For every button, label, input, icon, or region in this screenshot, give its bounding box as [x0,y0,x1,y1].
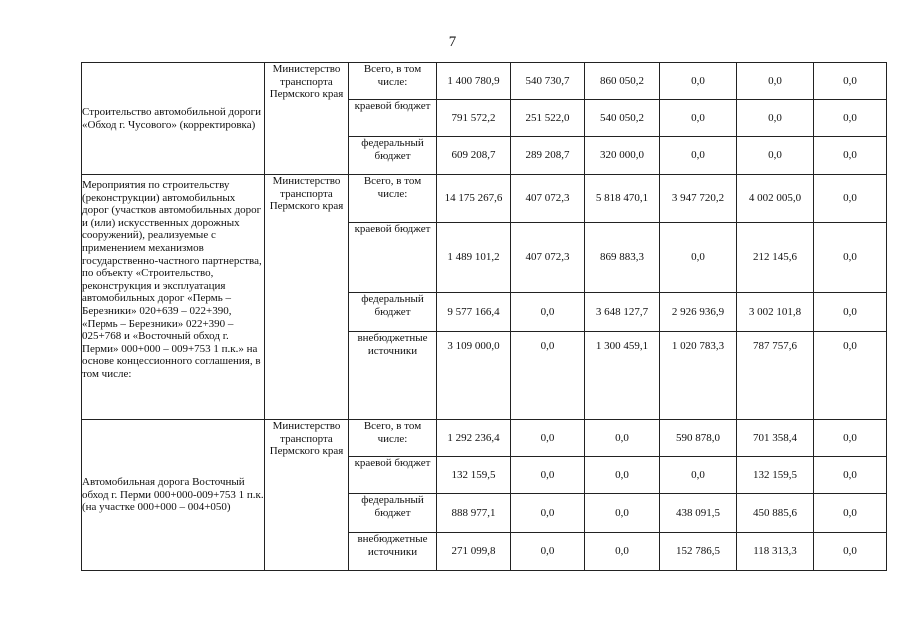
page-number: 7 [448,34,457,50]
amount-cell: 3 947 720,2 [660,175,737,223]
amount-cell: 4 002 005,0 [737,175,814,223]
amount-cell: 0,0 [814,175,887,223]
amount-cell: 0,0 [660,223,737,293]
amount-cell: 212 145,6 [737,223,814,293]
amount-cell: 701 358,4 [737,420,814,457]
amount-cell: 251 522,0 [511,100,585,137]
amount-cell: 0,0 [660,457,737,494]
amount-cell: 787 757,6 [737,332,814,420]
amount-cell: 0,0 [814,223,887,293]
amount-cell: 540 730,7 [511,63,585,100]
amount-cell: 0,0 [511,293,585,332]
funding-source: краевой бюджет [349,223,437,293]
amount-cell: 1 489 101,2 [437,223,511,293]
amount-cell: 0,0 [814,137,887,175]
amount-cell: 0,0 [660,100,737,137]
amount-cell: 791 572,2 [437,100,511,137]
project-description: Автомобильная дорога Восточный обход г. Перми 000+000-009+753 1 п.к. (на участке 000+000 – 004+050) [82,420,265,571]
amount-cell: 2 926 936,9 [660,293,737,332]
amount-cell: 5 818 470,1 [585,175,660,223]
amount-cell: 320 000,0 [585,137,660,175]
funding-source: федеральный бюджет [349,494,437,533]
amount-cell: 0,0 [814,420,887,457]
amount-cell: 0,0 [511,332,585,420]
project-description: Мероприятия по строительству (реконструкции) автомобильных дорог (участков автомобильных дорог и (или) искусственных дорожных сооружений), реализуемые с применением механизмов государственно-частного партнерства, по объекту «Строительство, реконструкция и эксплуатация автомобильных дорог «Пермь – Березники» 020+639 – 022+390, «Пермь – Березники» 022+390 – 025+768 и «Восточный обход г. Перми» 000+000 – 009+753 1 п.к.» на основе концессионного соглашения, в том числе: [82,175,265,420]
funding-source: краевой бюджет [349,457,437,494]
amount-cell: 0,0 [737,137,814,175]
agency-cell: Министерство транспорта Пермского края [265,63,349,175]
amount-cell: 9 577 166,4 [437,293,511,332]
amount-cell: 132 159,5 [737,457,814,494]
table-row [82,63,887,100]
amount-cell: 3 109 000,0 [437,332,511,420]
amount-cell: 0,0 [814,494,887,533]
amount-cell: 289 208,7 [511,137,585,175]
amount-cell: 407 072,3 [511,223,585,293]
amount-cell: 0,0 [814,457,887,494]
amount-cell: 14 175 267,6 [437,175,511,223]
amount-cell: 869 883,3 [585,223,660,293]
amount-cell: 0,0 [585,420,660,457]
amount-cell: 0,0 [737,100,814,137]
amount-cell: 0,0 [660,63,737,100]
amount-cell: 0,0 [585,457,660,494]
funding-source: Всего, в том числе: [349,420,437,457]
table-row [82,175,887,223]
amount-cell: 132 159,5 [437,457,511,494]
amount-cell: 888 977,1 [437,494,511,533]
amount-cell: 0,0 [511,533,585,571]
agency-cell: Министерство транспорта Пермского края [265,420,349,571]
amount-cell: 1 292 236,4 [437,420,511,457]
funding-source: краевой бюджет [349,100,437,137]
funding-source: внебюджетные источники [349,332,437,420]
amount-cell: 0,0 [814,533,887,571]
amount-cell: 0,0 [814,100,887,137]
amount-cell: 1 020 783,3 [660,332,737,420]
amount-cell: 0,0 [814,332,887,420]
amount-cell: 1 400 780,9 [437,63,511,100]
funding-source: федеральный бюджет [349,293,437,332]
table-row [82,420,887,457]
amount-cell: 0,0 [511,457,585,494]
amount-cell: 3 648 127,7 [585,293,660,332]
amount-cell: 860 050,2 [585,63,660,100]
amount-cell: 3 002 101,8 [737,293,814,332]
amount-cell: 0,0 [660,137,737,175]
amount-cell: 0,0 [585,494,660,533]
amount-cell: 407 072,3 [511,175,585,223]
funding-source: Всего, в том числе: [349,63,437,100]
funding-source: внебюджетные источники [349,533,437,571]
amount-cell: 271 099,8 [437,533,511,571]
amount-cell: 0,0 [814,63,887,100]
funding-source: федеральный бюджет [349,137,437,175]
amount-cell: 0,0 [585,533,660,571]
amount-cell: 0,0 [814,293,887,332]
amount-cell: 0,0 [511,494,585,533]
amount-cell: 152 786,5 [660,533,737,571]
amount-cell: 118 313,3 [737,533,814,571]
funding-source: Всего, в том числе: [349,175,437,223]
amount-cell: 540 050,2 [585,100,660,137]
amount-cell: 0,0 [511,420,585,457]
amount-cell: 1 300 459,1 [585,332,660,420]
amount-cell: 590 878,0 [660,420,737,457]
agency-cell: Министерство транспорта Пермского края [265,175,349,420]
amount-cell: 450 885,6 [737,494,814,533]
amount-cell: 438 091,5 [660,494,737,533]
project-description: Строительство автомобильной дороги «Обход г. Чусового» (корректировка) [82,63,265,175]
budget-table [81,62,887,571]
amount-cell: 609 208,7 [437,137,511,175]
amount-cell: 0,0 [737,63,814,100]
